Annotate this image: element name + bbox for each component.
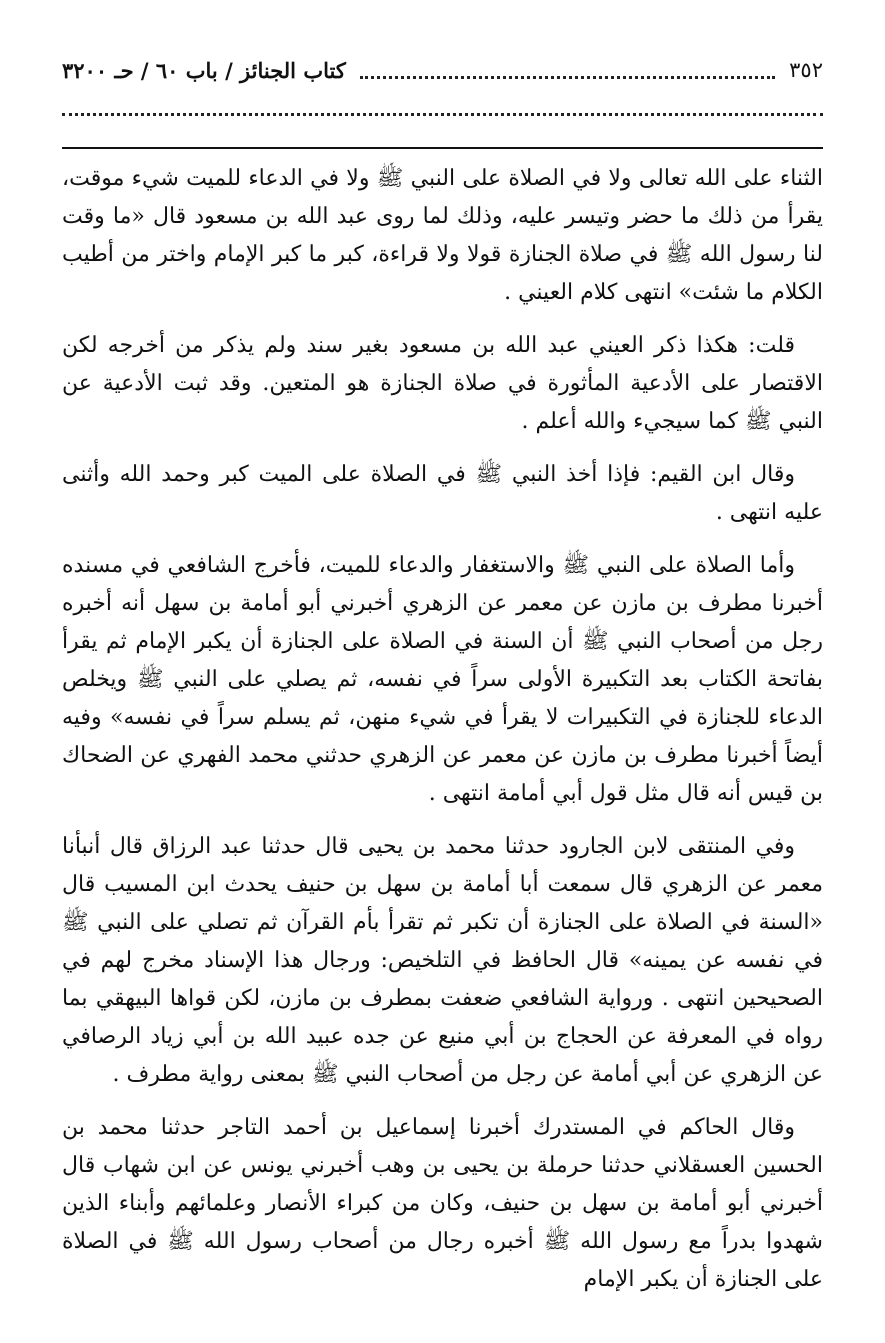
page-number: ٣٥٢ — [789, 58, 823, 82]
paragraph: قلت: هكذا ذكر العيني عبد الله بن مسعود بغير سند ولم يذكر من أخرجه لكن الاقتصار على الأدعية المأثورة في صلاة الجنازة هو المتعين. وقد ثبت الأدعية عن النبي ﷺ كما سيجيء والله أعلم . — [62, 333, 823, 434]
dotted-separator — [62, 113, 823, 116]
paragraph: الثناء على الله تعالى ولا في الصلاة على النبي ﷺ ولا في الدعاء للميت شيء موقت، يقرأ من ذلك ما حضر وتيسر عليه، وذلك لما روى عبد الله بن مسعود قال «ما وقت لنا رسول الله ﷺ في صلاة الجنازة قولا ولا قراءة، كبر ما كبر الإمام واختر من أطيب الكلام ما شئت» انتهى كلام العيني . — [62, 166, 823, 305]
running-title: كتاب الجنائز / باب ٦٠ / حـ ٣٢٠٠ — [62, 57, 346, 83]
header-leader-dots — [360, 66, 775, 79]
paragraph: وأما الصلاة على النبي ﷺ والاستغفار والدعاء للميت، فأخرج الشافعي في مسنده أخبرنا مطرف بن مازن عن معمر عن الزهري أخبرني أبو أمامة بن سهل أنه أخبره رجل من أصحاب النبي ﷺ أن السنة في الصلاة على الجنازة أن يكبر الإمام ثم يقرأ بفاتحة الكتاب بعد التكبيرة الأولى سراً في نفسه، ثم يصلي على النبي ﷺ ويخلص الدعاء للجنازة في التكبيرات لا يقرأ في شيء منهن، ثم يسلم سراً في نفسه» وفيه أيضاً أخبرنا مطرف بن مازن عن معمر عن الزهري حدثني محمد الفهري عن الضحاك بن قيس أنه قال مثل قول أبي أمامة انتهى . — [62, 553, 823, 806]
page-body — [62, 160, 823, 1314]
paragraph: وفي المنتقى لابن الجارود حدثنا محمد بن يحيى قال حدثنا عبد الرزاق قال أنبأنا معمر عن الزهري قال سمعت أبا أمامة بن سهل بن حنيف يحدث ابن المسيب قال «السنة في الصلاة على الجنازة أن تكبر ثم تقرأ بأم القرآن ثم تصلي على النبي ﷺ في نفسه عن يمينه» قال الحافظ في التلخيص: ورجال هذا الإسناد مخرج لهم في الصحيحين انتهى . ورواية الشافعي ضعفت بمطرف بن مازن، لكن قواها البيهقي بما رواه في المعرفة عن الحجاج بن أبي منيع عن جده عبيد الله بن أبي زياد الرصافي عن الزهري عن أبي أمامة عن رجل من أصحاب النبي ﷺ بمعنى رواية مطرف . — [62, 834, 823, 1087]
paragraph: وقال ابن القيم: فإذا أخذ النبي ﷺ في الصلاة على الميت كبر وحمد الله وأثنى عليه انتهى . — [62, 462, 823, 525]
page-header — [62, 52, 823, 88]
paragraph: وقال الحاكم في المستدرك أخبرنا إسماعيل بن أحمد التاجر حدثنا محمد بن الحسين العسقلاني حدثنا حرملة بن يحيى بن وهب أخبرني يونس عن ابن شهاب قال أخبرني أبو أمامة بن سهل بن حنيف، وكان من كبراء الأنصار وعلمائهم وأبناء الذين شهدوا بدراً مع رسول الله ﷺ أخبره رجال من أصحاب رسول الله ﷺ في الصلاة على الجنازة أن يكبر الإمام — [62, 1115, 823, 1292]
header-rule — [62, 147, 823, 149]
